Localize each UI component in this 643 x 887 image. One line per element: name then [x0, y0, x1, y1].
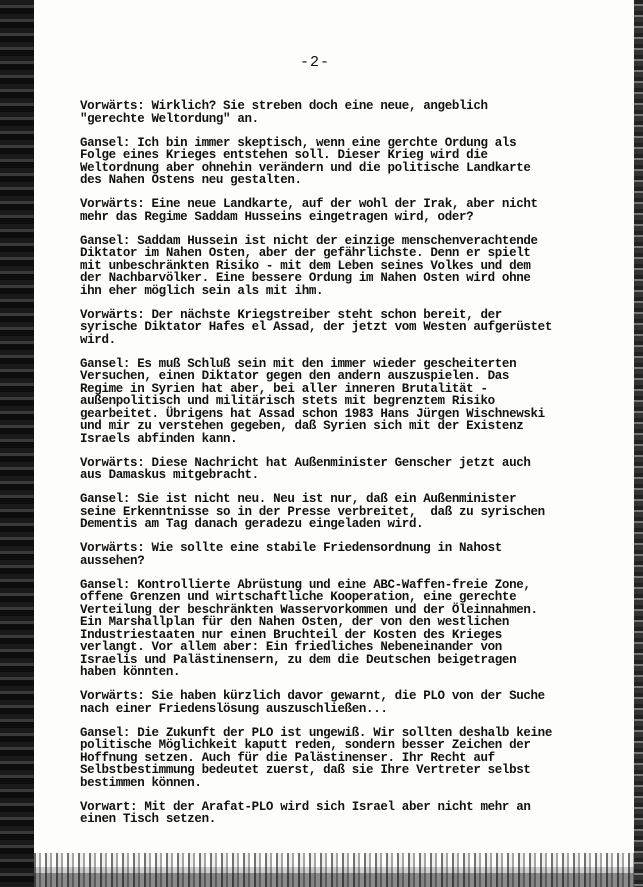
- scan-edge-left: [0, 0, 34, 887]
- text-line: Vorwärts: Sie haben kürzlich davor gewarnt, die PLO von der Suche: [80, 689, 545, 703]
- text-line: Vorwärts: Wie sollte eine stabile Friedensordnung in Nahost: [80, 541, 502, 555]
- text-line: Vorwärts: Eine neue Landkarte, auf der wohl der Irak, aber nicht: [80, 197, 538, 211]
- text-line: syrische Diktator Hafes el Assad, der jetzt vom Westen aufgerüstet: [80, 320, 552, 334]
- text-line: und mir zu verstehen gegeben, daß Syrien sich mit der Existenz: [80, 419, 524, 433]
- text-line: Vorwart: Mit der Arafat-PLO wird sich Israel aber nicht mehr an: [80, 799, 531, 814]
- text-line: gearbeitet. Übrigens hat Assad schon 1983 Hans Jürgen Wischnewski: [80, 406, 545, 421]
- text-line: Vorwärts: Diese Nachricht hat Außenminister Genscher jetzt auch: [80, 455, 531, 470]
- paragraph: [80, 137, 580, 187]
- text-line: des Nahen Ostens neu gestalten.: [80, 173, 302, 187]
- paragraph: [80, 801, 580, 826]
- text-line: seine Erkenntnisse so in der Presse verbreitet, daß zu syrischen: [80, 504, 545, 519]
- text-line: Gansel: Es muß Schluß sein mit den immer wieder gescheiterten: [80, 356, 517, 371]
- text-line: "gerechte Weltordung" an.: [80, 111, 259, 126]
- interview-text: [80, 100, 580, 837]
- paragraph: [80, 542, 580, 567]
- text-line: Weltordnung aber ohnehin verändern und die politische Landkarte: [80, 160, 531, 175]
- text-line: Hoffnung setzen. Auch für die Palästinenser. Ihr Recht auf: [80, 750, 495, 765]
- text-line: verlangt. Vor allem aber: Ein friedliches Nebeneinander von: [80, 640, 502, 654]
- text-line: aussehen?: [80, 553, 145, 568]
- text-line: wird.: [80, 332, 116, 347]
- text-line: der Nachbarvölker. Eine bessere Ordung im Nahen Osten wird ohne: [80, 271, 531, 285]
- text-line: Israels abfinden kann.: [80, 431, 238, 446]
- text-line: Gansel: Ich bin immer skeptisch, wenn eine gerchte Ordung als: [80, 135, 517, 150]
- scan-edge-bottom: [34, 853, 634, 887]
- paragraph: [80, 309, 580, 347]
- paragraph: [80, 457, 580, 482]
- text-line: aus Damaskus mitgebracht.: [80, 468, 259, 482]
- text-line: Versuchen, einen Diktator gegen den andern auszuspielen. Das: [80, 369, 510, 383]
- page-number: -2-: [300, 54, 331, 71]
- text-line: außenpolitisch und militärisch stets mit begrenztem Risiko: [80, 394, 495, 408]
- text-line: Vorwärts: Wirklich? Sie streben doch eine neue, angeblich: [80, 99, 488, 113]
- text-line: haben könnten.: [80, 665, 181, 679]
- text-line: ihn eher möglich sein als mit ihm.: [80, 283, 324, 298]
- text-line: offene Grenzen und wirtschaftliche Kooperation, eine gerechte: [80, 590, 517, 604]
- text-line: einen Tisch setzen.: [80, 812, 216, 826]
- paragraph: [80, 727, 580, 790]
- paragraph: [80, 579, 580, 679]
- text-line: mehr das Regime Saddam Husseins eingetragen wird, oder?: [80, 209, 474, 224]
- text-line: Verteilung der beschränkten Wasservorkommen und der Öleinnahmen.: [80, 602, 538, 617]
- text-line: Gansel: Kontrollierte Abrüstung und eine ABC-Waffen-freie Zone,: [80, 577, 531, 592]
- paragraph: [80, 493, 580, 531]
- text-line: Vorwärts: Der nächste Kriegstreiber steht schon bereit, der: [80, 307, 502, 322]
- paragraph: [80, 198, 580, 223]
- scan-edge-right: [634, 0, 643, 887]
- text-line: Ein Marshallplan für den Nahen Osten, der von den westlichen: [80, 615, 510, 629]
- text-line: Regime in Syrien hat aber, bei aller inneren Brutalität -: [80, 381, 488, 396]
- paragraph: [80, 690, 580, 715]
- text-line: Gansel: Saddam Hussein ist nicht der einzige menschenverachtende: [80, 233, 538, 248]
- text-line: Diktator im Nahen Osten, aber der gefährlichste. Denn er spielt: [80, 246, 531, 260]
- paragraph: [80, 235, 580, 298]
- text-line: Gansel: Die Zukunft der PLO ist ungewiß. Wir sollten deshalb keine: [80, 725, 552, 740]
- text-line: politische Möglichkeit kaputt reden, sondern besser Zeichen der: [80, 738, 531, 752]
- text-line: mit unbeschränkten Risiko - mit dem Leben seines Volkes und dem: [80, 258, 531, 273]
- text-line: Dementis am Tag danach geradezu eingeladen wird.: [80, 517, 424, 531]
- paragraph: [80, 100, 580, 125]
- text-line: Industriestaaten nur einen Bruchteil der Kosten des Krieges: [80, 627, 502, 642]
- text-line: Selbstbestimmung bedeutet zuerst, daß sie Ihre Vertreter selbst: [80, 763, 531, 777]
- text-line: Gansel: Sie ist nicht neu. Neu ist nur, daß ein Außenminister: [80, 492, 517, 506]
- text-line: Folge eines Krieges entstehen soll. Dieser Krieg wird die: [80, 148, 488, 162]
- paragraph: [80, 358, 580, 446]
- text-line: Israelis und Palästinensern, zu dem die Deutschen beigetragen: [80, 652, 517, 667]
- text-line: bestimmen können.: [80, 775, 202, 790]
- text-line: nach einer Friedenslösung auszuschließen...: [80, 701, 388, 716]
